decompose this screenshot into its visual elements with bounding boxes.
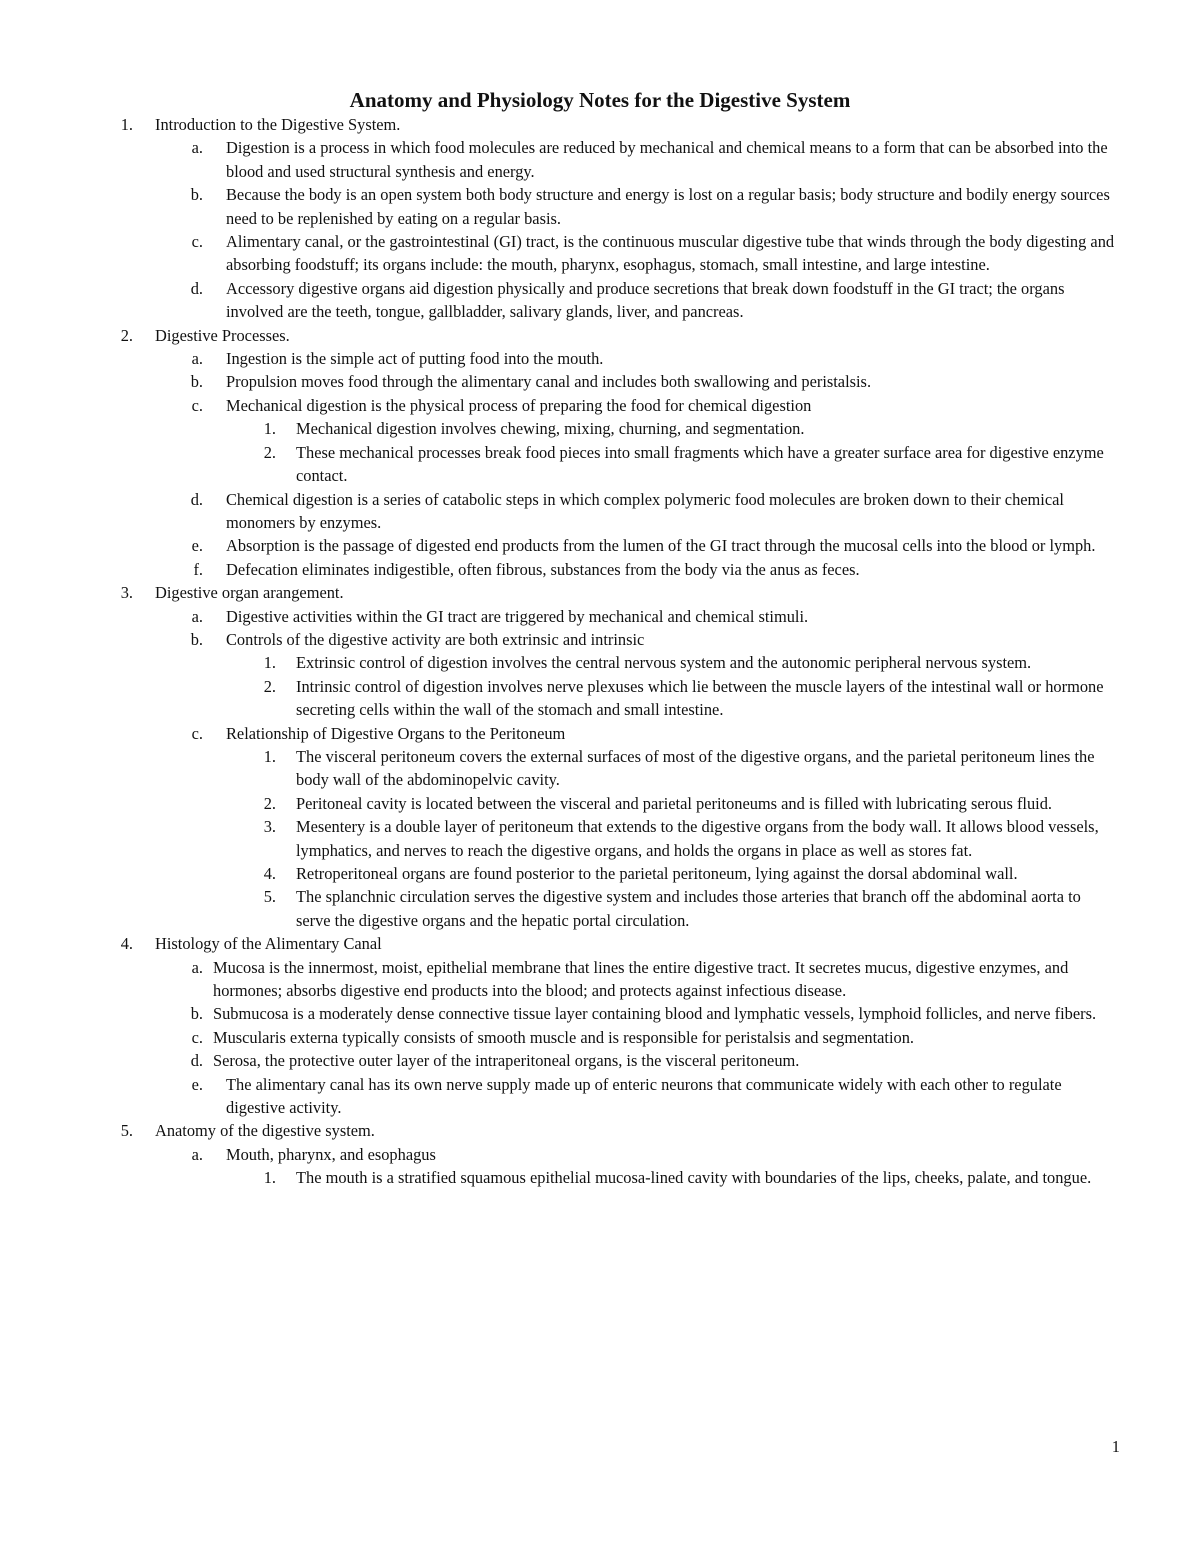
sub-list-item-text: These mechanical processes break food pieces into small fragments which have a greater surface area for digestive enzyme contact. [296,442,1104,486]
list-item [0,605,1200,628]
list-item-text: Digestion is a process in which food molecules are reduced by mechanical and chemical means to a form that can be absorbed into the blood and used structural synthesis and energy. [226,138,1108,181]
list-item-text: Mouth, pharynx, and esophagus [226,1144,436,1164]
sub-list-item-text: The mouth is a stratified squamous epithelial mucosa-lined cavity with boundaries of the lips, cheeks, palate, and tongue. [296,1168,1092,1188]
sub-list-item [0,675,1200,722]
list-item [0,558,1200,581]
list-marker: 5. [263,887,276,907]
list-item-text: Because the body is an open system both body structure and energy is lost on a regular basis; body structure and bodily energy sources need to be replenished by eating on a regular basis. [226,185,1110,228]
list-item-text: Serosa, the protective outer layer of the intraperitoneal organs, is the visceral peritoneum. [213,1051,800,1071]
list-item-text: Alimentary canal, or the gastrointestinal (GI) tract, is the continuous muscular digestive tube that winds through the body digesting and absorbing foodstuff; its organs include: the mouth, pharynx, esophagus, stomach, small intestine, and large intestine. [226,232,1115,275]
sub-list-item-text: Intrinsic control of digestion involves nerve plexuses which lie between the muscle layers of the intestinal wall or hormone secreting cells within the wall of the stomach and small intestine. [296,676,1104,720]
list-item [0,1143,1200,1166]
list-item-text: Absorption is the passage of digested end products from the lumen of the GI tract through the mucosal cells into the blood or lymph. [226,536,1096,556]
list-item [0,394,1200,417]
sub-list-item-text: The visceral peritoneum covers the external surfaces of most of the digestive organs, and the parietal peritoneum lines the body wall of the abdominopelvic cavity. [296,746,1095,790]
sub-list-item [0,792,1200,815]
list-item [0,230,1200,277]
list-item [0,956,1200,1003]
sub-list-item [0,885,1200,932]
list-marker: d. [190,278,203,298]
page-number: 1 [1111,1437,1120,1456]
list-marker: c. [191,232,203,252]
sub-list-item [0,862,1200,885]
list-marker: 1. [263,653,276,673]
list-marker: a. [191,606,203,626]
sub-list-item [0,417,1200,440]
list-marker: a. [191,957,203,977]
list-item-text: Propulsion moves food through the alimentary canal and includes both swallowing and peristalsis. [226,372,872,392]
list-item [0,1073,1200,1120]
list-marker: 2. [263,793,276,813]
list-marker: 1. [120,115,133,134]
list-marker: a. [191,138,203,158]
section-heading [0,581,1200,604]
list-item-text: Chemical digestion is a series of catabolic steps in which complex polymeric food molecules are broken down to their chemical monomers by enzymes. [226,489,1064,532]
sub-list-item-text: The splanchnic circulation serves the digestive system and includes those arteries that branch off the abdominal aorta to serve the digestive organs and the hepatic portal circulation. [296,887,1081,930]
list-marker: c. [191,1027,203,1047]
section-heading [0,1119,1200,1142]
sub-list-item [0,1166,1200,1189]
section-text: Introduction to the Digestive System. [155,115,401,134]
sub-list-item-text: Extrinsic control of digestion involves the central nervous system and the autonomic peripheral nervous system. [296,653,1032,673]
list-marker: d. [190,1051,203,1071]
section-text: Anatomy of the digestive system. [155,1121,375,1141]
list-marker: a. [191,1144,203,1164]
list-marker: c. [191,395,203,415]
list-marker: e. [191,536,203,556]
list-item [0,1002,1200,1025]
list-marker: f. [193,559,203,579]
list-item [0,277,1200,324]
sub-list-item-text: Peritoneal cavity is located between the visceral and parietal peritoneums and is filled with lubricating serous fluid. [296,793,1053,813]
list-item-text: Ingestion is the simple act of putting food into the mouth. [226,349,604,369]
list-item-text: Defecation eliminates indigestible, often fibrous, substances from the body via the anus as feces. [226,559,860,579]
outline-content [0,113,1200,1190]
list-marker: b. [190,629,203,649]
list-item-text: Mucosa is the innermost, moist, epithelial membrane that lines the entire digestive tract. It secretes mucus, digestive enzymes, and hormones; absorbs digestive end products into the blood; and protects against infectious disease. [213,957,1069,1001]
list-marker: 1. [263,419,276,439]
section-heading [0,932,1200,955]
list-marker: 3. [263,817,276,837]
list-item-text: Relationship of Digestive Organs to the Peritoneum [226,723,566,743]
list-marker: e. [191,1074,203,1094]
list-item-text: Submucosa is a moderately dense connective tissue layer containing blood and lymphatic vessels, lymphoid follicles, and nerve fibers. [213,1004,1097,1024]
list-item-text: Muscularis externa typically consists of smooth muscle and is responsible for peristalsis and segmentation. [213,1027,915,1047]
list-marker: 1. [263,746,276,766]
list-item [0,628,1200,651]
list-marker: 1. [263,1168,276,1188]
sub-list-item [0,441,1200,488]
section-heading [0,324,1200,347]
sub-list-item-text: Mechanical digestion involves chewing, mixing, churning, and segmentation. [296,419,805,439]
list-marker: b. [190,1004,203,1024]
list-item [0,183,1200,230]
list-item-text: The alimentary canal has its own nerve supply made up of enteric neurons that communicate widely with each other to regulate digestive activity. [226,1074,1062,1118]
list-item [0,534,1200,557]
list-item [0,722,1200,745]
list-item [0,347,1200,370]
list-marker: 3. [120,583,133,603]
sub-list-item-text: Retroperitoneal organs are found posterior to the parietal peritoneum, lying against the dorsal abdominal wall. [296,864,1018,883]
list-item-text: Accessory digestive organs aid digestion physically and produce secretions that break down foodstuff in the GI tract; the organs involved are the teeth, tongue, gallbladder, salivary glands, liver, and pancreas. [226,278,1065,322]
list-marker: 4. [263,864,276,883]
sub-list-item [0,651,1200,674]
list-item [0,1026,1200,1049]
sub-list-item-text: Mesentery is a double layer of peritoneum that extends to the digestive organs from the body wall. It allows blood vessels, lymphatics, and nerves to reach the digestive organs, and holds the organs in place as well as stores fat. [296,817,1099,860]
list-item [0,1049,1200,1072]
list-marker: d. [190,489,203,509]
section-heading [0,113,1200,136]
list-item-text: Mechanical digestion is the physical process of preparing the food for chemical digestion [226,395,812,415]
section-text: Digestive organ arangement. [155,583,344,603]
sub-list-item [0,815,1200,862]
list-marker: 2. [263,442,276,462]
list-marker: c. [191,723,203,743]
list-marker: 2. [263,676,276,696]
list-marker: b. [190,372,203,392]
list-item [0,370,1200,393]
list-marker: 2. [120,325,133,345]
list-marker: 5. [120,1121,133,1141]
list-marker: a. [191,349,203,369]
section-text: Digestive Processes. [155,325,290,345]
list-item-text: Controls of the digestive activity are both extrinsic and intrinsic [226,629,645,649]
list-marker: b. [190,185,203,205]
list-item-text: Digestive activities within the GI tract are triggered by mechanical and chemical stimuli. [226,606,809,626]
section-text: Histology of the Alimentary Canal [155,934,382,954]
document-title: Anatomy and Physiology Notes for the Digestive System [349,88,851,112]
sub-list-item [0,745,1200,792]
list-marker: 4. [120,934,133,954]
list-item [0,136,1200,183]
list-item [0,488,1200,535]
